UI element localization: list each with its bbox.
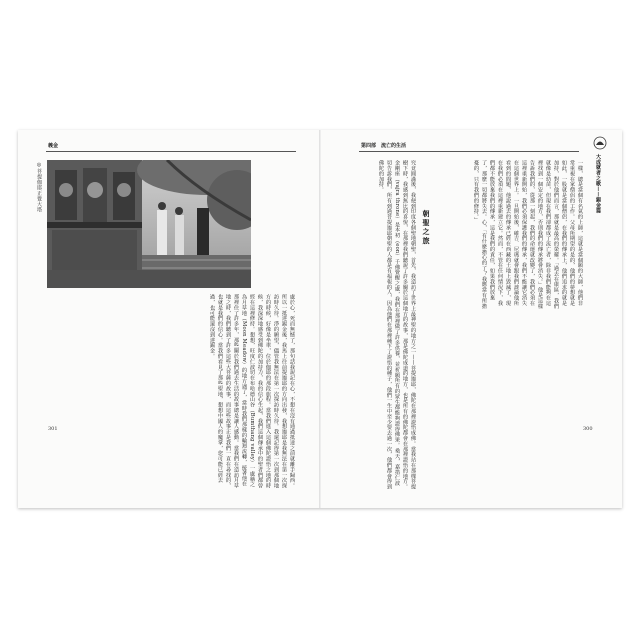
bodh-gaya-stupa-photo bbox=[47, 160, 251, 288]
left-page bbox=[18, 130, 319, 508]
series-emblem-icon bbox=[593, 136, 607, 150]
right-page-number: 300 bbox=[583, 426, 593, 432]
series-title: 大成就者之歌——錫金篇 bbox=[595, 154, 601, 214]
section-title: 朝聖之旅 bbox=[422, 210, 431, 246]
right-running-header: 第四部 流亡的生活 bbox=[361, 143, 407, 149]
right-header-rule bbox=[359, 151, 579, 152]
left-body-text bbox=[46, 294, 296, 490]
left-body-paragraph: 處於心，死而無憾了，那句話我說記在心，不想在沒有通過抵達之前就離手歸西。所以一抵達錫金後，我馬上往前提迦耶的方向出發，我想迦耶是我無法在第一次探訪時久待。淨的願望，儘管我無法在第一次探訪時久待。我還記得第一次到那個地方的時候，好像是坐車，位於伽耶的那段旅程。當我們進入這個佛陀證悟之地的時候，我深深地感受到佛陀的加持力，我的信心生起，我們這個傳承中的聖者們都曾經在這裡修持。想想，旺度仁波切在布哈德山谷（Bumthang valley）一處稱之為月草地（Moon Meadow）的地方遇了，當時我們那樣的輪迴流轉，接著他在那裡住了許多年，那些關於我們過去生活的故事總是讓人感動。當我們在造訪月草地之時，我們聽到了許多這些大菩薩的故事，而這些故事正是我們一直在尋找的，也就是我們的信心。當我們看見了那些聖地，想想中國人的魔掌，您可能已經去過，也可能還沒到達錫金。 bbox=[209, 294, 295, 489]
stupa-photo-image bbox=[47, 160, 251, 288]
right-body-text-lower bbox=[359, 160, 417, 490]
right-body-text-upper bbox=[439, 160, 584, 310]
right-page bbox=[321, 130, 622, 508]
right-body-paragraph-2: 究竟圓滿後，我便到印度各個聖地朝聖，首先，我造訪了世界上最神聖的地方之一——菩提迦耶，佛陀在那裡證悟成佛。當我站在那棵菩提樹下時，我感到無比的喜悅，在那裡我們聽說了許多關於這個地方的故事，那是佛陀成道的地方，也是所有的佛陀都會在那裡證悟的地方。金剛座（vajra throne）是本初（eon）千佛覺醒之處，我們在那裡做了許多供養，並祈願所有的眾生都能夠證得佛果。桑天，嘉措仁波切告訴我們，所有到過菩提迦耶朝聖的人都是有福報的人，因為他們在那裡種下了證悟的種子，他們一生中至少要去過一次，他們都會得到佛陀的加持。 bbox=[378, 160, 416, 490]
right-body-paragraph-1: 一樣，總是當個有名氣的上師，這就是當個願的大師，他們非常重視在家僧侶的工作。父母所期望的是的，他們的夢想就是如此，一股就是當個僧侶，在我們的傳承上，他們追求的就是加持，對於他們而言，那就是最高的榮耀。「過去在康區，我們就像是幼苗，但現在我們卻都成了流亡者，除非我們能夠在這裡找到一個安定的地方，否則我們的傳承將會消失。」他是這樣告訴我們的，從那一刻起，我們的命運就改變了，我們必須在這裡重新開始，我們必須保護我們的傳承，我們不能讓它消失在這個世界上。一旦開始後，確吉．尼瑪就會跟我們談論他所看到的問題，他說過去的傳承已經在西藏的土地上毀滅了，現在我們必須在這裡重新建立它。然而，不管在任何情況下，我們都不能放棄我們的傳承，這是我們的責任，如果我們放棄了，那麼一切都將失去。心，「有什麼擔心的了？我應當有所擔憂的，只有我們的修持。」 bbox=[473, 160, 583, 309]
left-running-header: 義金 bbox=[48, 143, 59, 149]
left-page-number: 301 bbox=[48, 426, 58, 432]
book-spread bbox=[18, 130, 622, 508]
photo-caption: ◎菩提伽耶正覺大塔 bbox=[36, 162, 42, 213]
left-header-rule bbox=[46, 151, 296, 152]
